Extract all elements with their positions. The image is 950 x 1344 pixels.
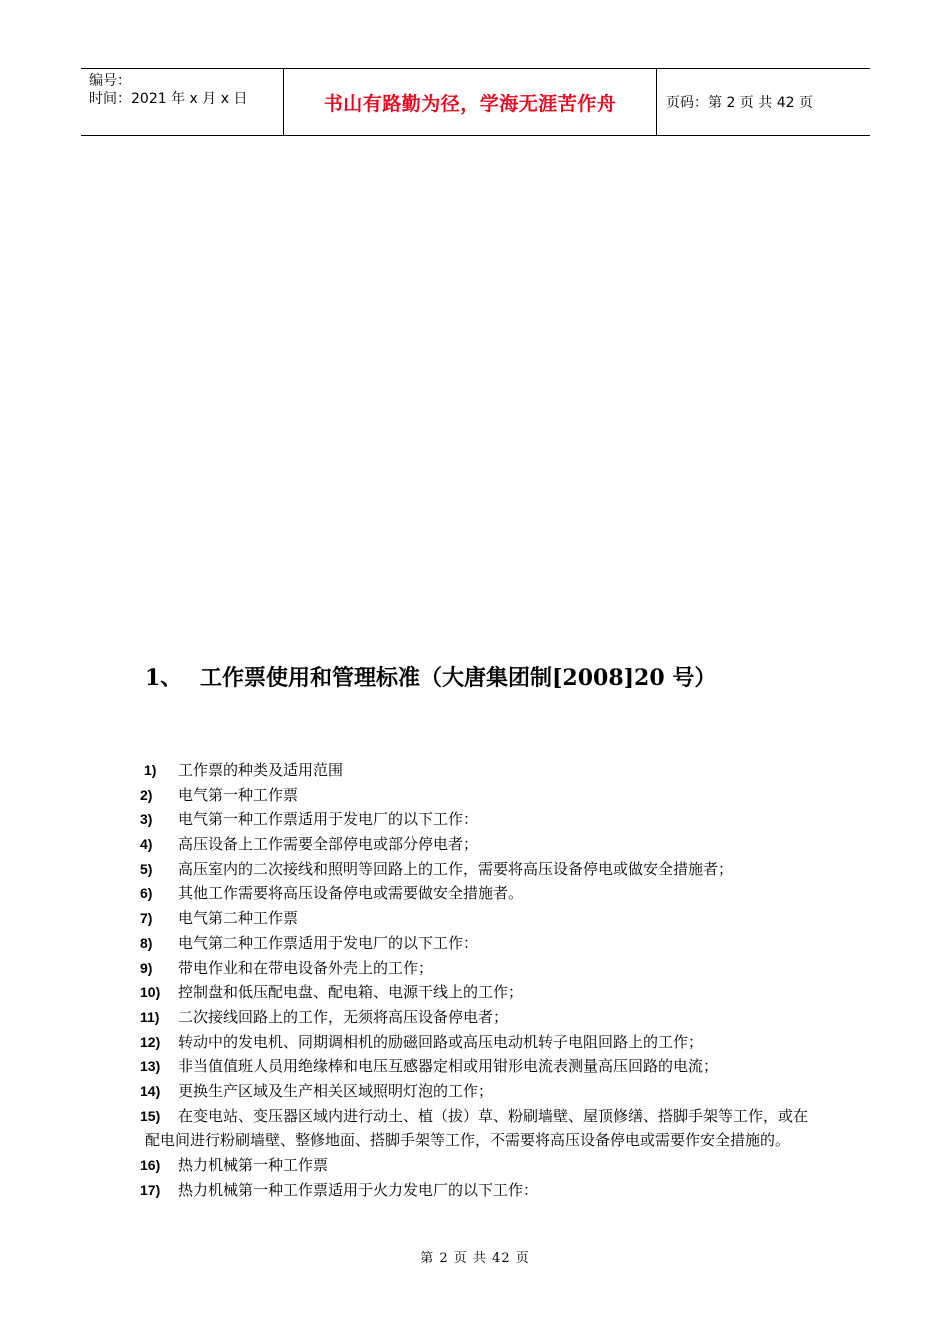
list-item-number: 12): [140, 1033, 161, 1050]
list-item: [0, 1030, 950, 1055]
list-item-text: 控制盘和低压配电盘、配电箱、电源干线上的工作；: [178, 983, 524, 1002]
list-item-text: 电气第二种工作票: [178, 909, 299, 928]
list-item-text: 转动中的发电机、同期调相机的励磁回路或高压电动机转子电阻回路上的工作；: [178, 1032, 704, 1051]
list-item-number: 13): [140, 1058, 161, 1075]
header-motto: 书山有路勤为径，学海无涯苦作舟: [283, 69, 657, 135]
list-item-number: 6): [140, 885, 153, 902]
list-item-number: 3): [140, 811, 153, 828]
header-meta: [81, 69, 283, 135]
list-item: [0, 956, 950, 981]
document-header: [81, 68, 870, 136]
list-item-number: 1): [144, 762, 157, 778]
list-item-text: 工作票的种类及适用范围: [178, 761, 344, 779]
list-item-text: 高压室内的二次接线和照明等回路上的工作，需要将高压设备停电或做安全措施者；: [178, 859, 734, 878]
list-item: [0, 758, 950, 783]
list-item-number: 7): [140, 910, 153, 927]
list-item-number: 2): [140, 786, 153, 803]
section-heading: [145, 661, 716, 692]
list-item: [0, 1054, 950, 1079]
list-item: [0, 1079, 950, 1104]
list-item-number: 14): [140, 1082, 161, 1099]
list-item-text-part: 电或部分停电者；: [358, 835, 479, 854]
list-item-text: 非当值值班人员用绝缘棒和电压互感器定相或用钳形电流表测量高压回路的电流；: [178, 1057, 719, 1076]
list-item-number: 11): [140, 1008, 160, 1025]
list-item: [0, 857, 950, 882]
code-label: 编号：: [89, 73, 131, 89]
list-item: [0, 931, 950, 956]
list-item: [0, 1153, 950, 1178]
section-number: 1、: [145, 665, 183, 691]
list-item: [0, 881, 950, 906]
list-item-number: 17): [140, 1181, 161, 1198]
list-item: [0, 1178, 950, 1203]
list-item-text: 热力机械第一种工作票适用于火力发电厂的以下工作：: [178, 1180, 539, 1199]
page-footer: 第 2 页 共 42 页: [420, 1251, 530, 1266]
list-item: [0, 832, 950, 857]
list-item-number: 8): [140, 934, 153, 951]
list-item-number: 15): [140, 1107, 161, 1124]
header-page-info: 页码：第 2 页 共 42 页: [666, 95, 813, 111]
list-item-number: 10): [140, 984, 161, 1001]
list-item: [0, 1005, 950, 1030]
list-item-text: 电气第一种工作票: [178, 785, 299, 804]
list-item: [0, 1104, 950, 1153]
list-item-number: 16): [140, 1157, 161, 1174]
list-item: [0, 807, 950, 832]
list-item-number: 4): [140, 836, 153, 853]
list-item-text: 二次接线回路上的工作，无须将高压设备停电者；: [178, 1007, 509, 1026]
item-list: [0, 758, 950, 1202]
list-item-number: 5): [140, 860, 153, 877]
list-item-text: [178, 832, 478, 857]
list-item: [0, 906, 950, 931]
list-item-text: 电气第二种工作票适用于发电厂的以下工作：: [178, 933, 479, 952]
list-item-text: 其他工作需要将高压设备停电或需要做安全措施者。: [178, 884, 524, 903]
list-item-text: 热力机械第一种工作票: [178, 1156, 329, 1175]
list-item-text: 电气第一种工作票适用于发电厂的以下工作：: [178, 810, 479, 829]
list-item: [0, 783, 950, 808]
section-title: 工作票使用和管理标准（大唐集团制[2008]20 号）: [200, 665, 717, 691]
list-item: [0, 980, 950, 1005]
list-item-number: 9): [140, 959, 153, 976]
list-item-text-part: 高压设备上工作需要全部停: [178, 835, 359, 854]
list-item-text: 更换生产区域及生产相关区域照明灯泡的工作；: [178, 1081, 494, 1100]
list-item-text: 带电作业和在带电设备外壳上的工作；: [178, 958, 434, 977]
list-item-text: 在变电站、变压器区域内进行动土、植（拔）草、粉刷墙壁、屋顶修缮、搭脚手架等工作，或在配电间进行粉刷墙壁、整修地面、搭脚手架等工作，不需要将高压设备停电或需要作安全措施的。: [145, 1106, 809, 1150]
time-label: 时间：2021 年 x 月 x 日: [89, 91, 248, 107]
